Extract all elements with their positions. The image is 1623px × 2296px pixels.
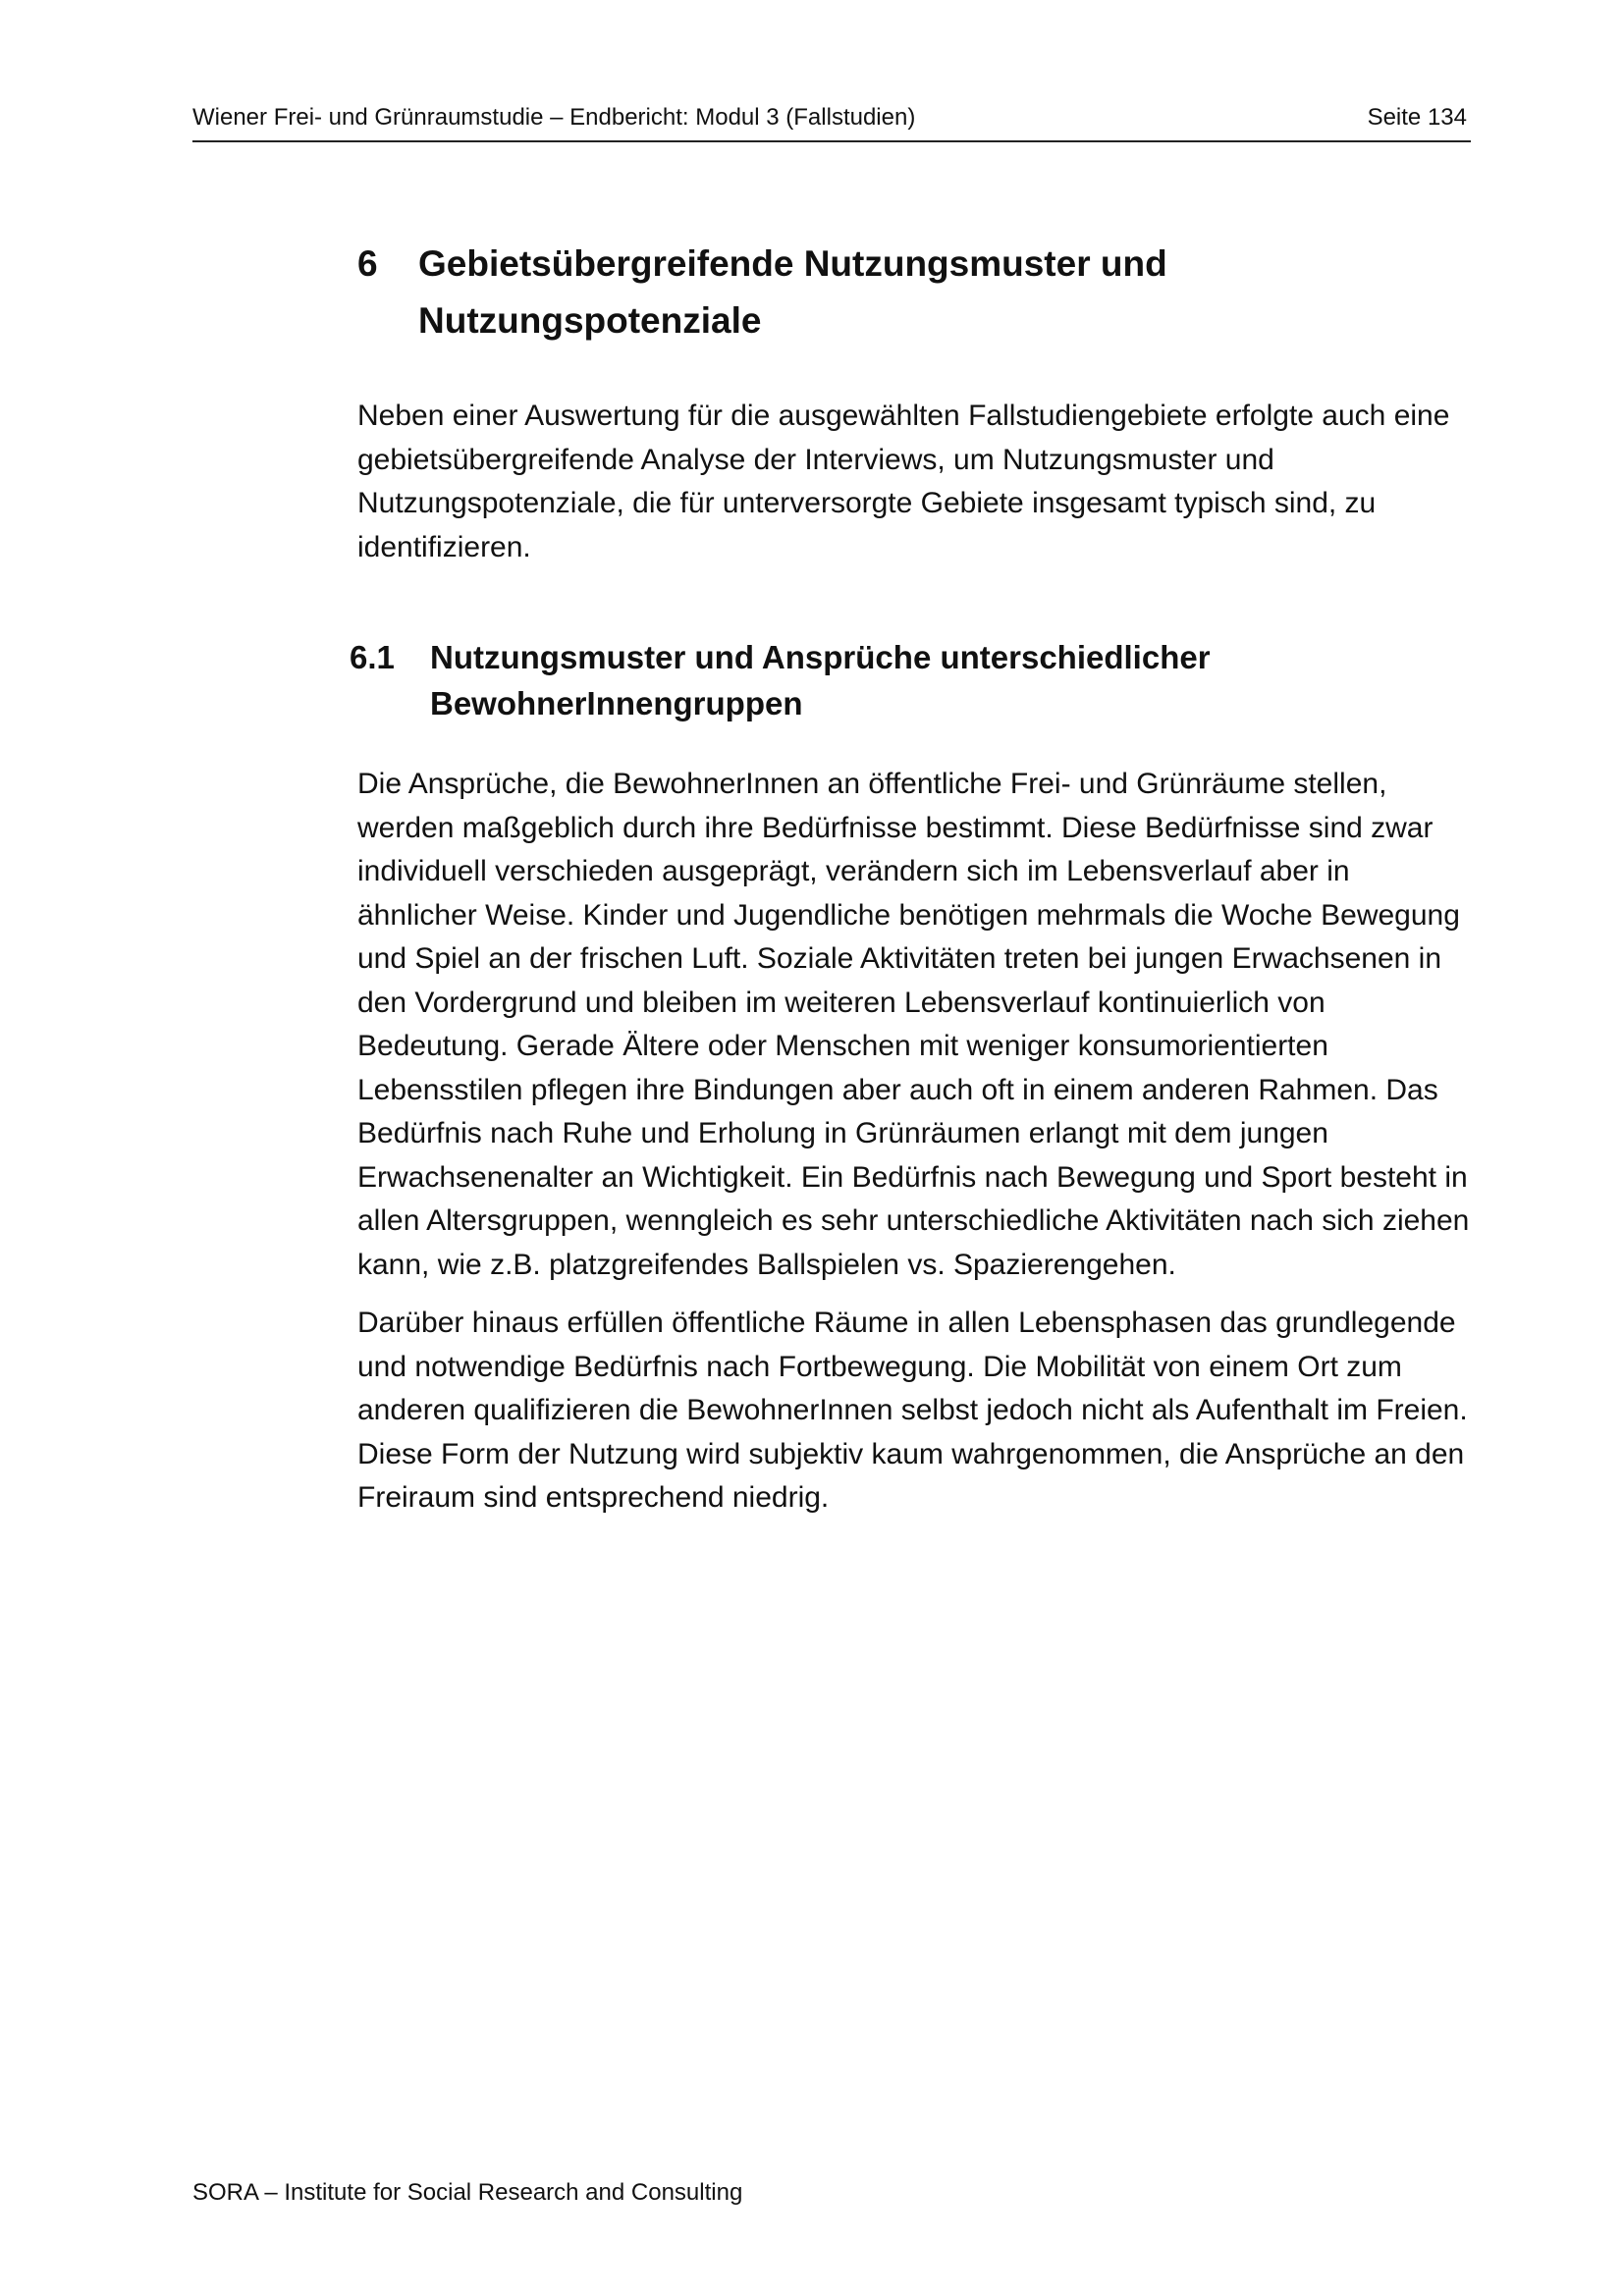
section-number: 6.1 [350, 639, 395, 675]
header-title: Wiener Frei- und Grünraumstudie – Endbericht: Modul 3 (Fallstudien) [192, 104, 916, 131]
chapter-title: Gebietsübergreifende Nutzungsmuster und Nutzungspotenziale [418, 243, 1167, 341]
section-title: Nutzungsmuster und Ansprüche unterschiedlicher BewohnerInnengruppen [430, 639, 1211, 721]
section-paragraph-2: Darüber hinaus erfüllen öffentliche Räume in allen Lebensphasen das grundlegende und notwendige Bedürfnis nach Fortbewegung. Die Mobilität von einem Ort zum anderen qualifizieren die BewohnerInnen selbst jedoch nicht als Aufenthalt im Freien. Diese Form der Nutzung wird subjektiv kaum wahrgenommen, die Ansprüche an den Freiraum sind entsprechend niedrig. [357, 1307, 1468, 1514]
page-number: Seite 134 [1367, 104, 1467, 131]
page-footer: SORA – Institute for Social Research and Consulting [192, 2179, 743, 2206]
chapter-intro-paragraph: Neben einer Auswertung für die ausgewählten Fallstudiengebiete erfolgte auch eine gebietsübergreifende Analyse der Interviews, um Nutzungsmuster und Nutzungspotenziale, die für unterversorgte Gebiete insgesamt typisch sind, zu identifizieren. [357, 400, 1450, 563]
page-header [192, 103, 1471, 142]
chapter-number: 6 [357, 243, 378, 284]
section-heading [350, 634, 1477, 726]
chapter-heading [357, 236, 1477, 349]
main-content [350, 236, 1477, 1521]
section-paragraph-1: Die Ansprüche, die BewohnerInnen an öffentliche Frei- und Grünräume stellen, werden maßgeblich durch ihre Bedürfnisse bestimmt. Diese Bedürfnisse sind zwar individuell verschieden ausgeprägt, verändern sich im Lebensverlauf aber in ähnlicher Weise. Kinder und Jugendliche benötigen mehrmals die Woche Bewegung und Spiel an der frischen Luft. Soziale Aktivitäten treten bei jungen Erwachsenen in den Vordergrund und bleiben im weiteren Lebensverlauf kontinuierlich von Bedeutung. Gerade Ältere oder Menschen mit weniger konsumorientierten Lebensstilen pflegen ihre Bindungen aber auch oft in einem anderen Rahmen. Das Bedürfnis nach Ruhe und Erholung in Grünräumen erlangt mit dem jungen Erwachsenenalter an Wichtigkeit. Ein Bedürfnis nach Bewegung und Sport besteht in allen Altersgruppen, wenngleich es sehr unterschiedliche Aktivitäten nach sich ziehen kann, wie z.B. platzgreifendes Ballspielen vs. Spazierengehen. [357, 768, 1470, 1281]
